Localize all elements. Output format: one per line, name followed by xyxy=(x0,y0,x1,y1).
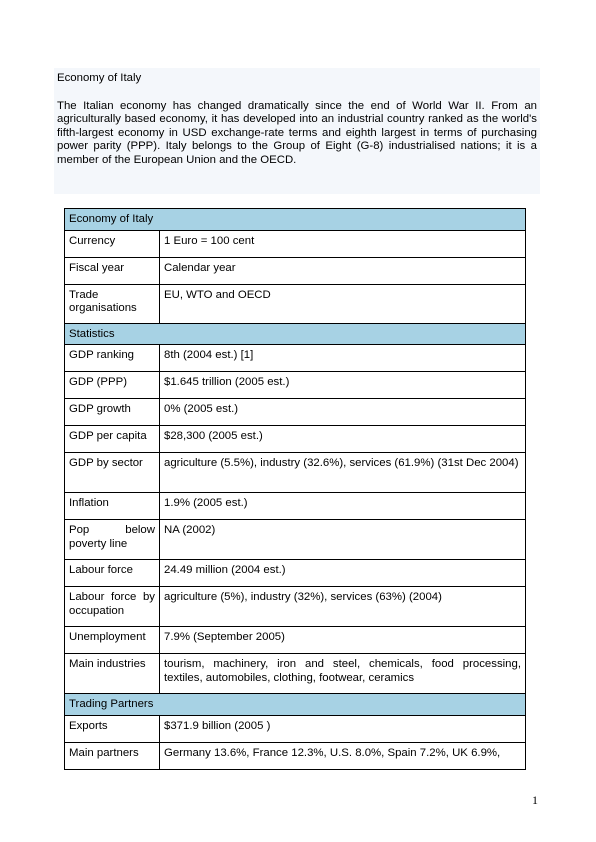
table-row xyxy=(65,372,526,399)
row-value: Calendar year xyxy=(160,257,526,284)
table-row xyxy=(65,587,526,627)
table-row xyxy=(65,627,526,654)
row-label: Fiscal year xyxy=(65,257,160,284)
intro-paragraph: The Italian economy has changed dramatically since the end of World War II. From an agriculturally based economy, it has developed into an industrial country ranked as the world's fifth-largest economy in USD exchange-rate terms and eighth largest in terms of purchasing power parity (PPP). Italy belongs to the Group of Eight (G-8) industrialised nations; it is a member of the European Union and the OECD. xyxy=(57,99,537,166)
row-label: Trade organisations xyxy=(65,284,160,323)
row-label: Inflation xyxy=(65,493,160,520)
table-row xyxy=(65,345,526,372)
row-value: $371.9 billion (2005 ) xyxy=(160,715,526,742)
table-row xyxy=(65,520,526,560)
table-row xyxy=(65,560,526,587)
section-header-trading: Trading Partners xyxy=(65,694,526,716)
row-label: Main partners xyxy=(65,742,160,769)
row-value: 1 Euro = 100 cent xyxy=(160,230,526,257)
row-value: $28,300 (2005 est.) xyxy=(160,426,526,453)
row-value: 24.49 million (2004 est.) xyxy=(160,560,526,587)
row-label: Labour force by occupation xyxy=(65,587,160,627)
row-label: Exports xyxy=(65,715,160,742)
row-value: tourism, machinery, iron and steel, chemicals, food processing, textiles, automobiles, clothing, footwear, ceramics xyxy=(160,654,526,694)
table-row xyxy=(65,399,526,426)
intro-title: Economy of Italy xyxy=(57,72,142,84)
table-row xyxy=(65,257,526,284)
row-label: Pop below poverty line xyxy=(65,520,160,560)
intro-block xyxy=(54,68,540,194)
row-value: agriculture (5.5%), industry (32.6%), services (61.9%) (31st Dec 2004) xyxy=(160,453,526,493)
section-header-row xyxy=(65,694,526,716)
table-row xyxy=(65,230,526,257)
table-row xyxy=(65,493,526,520)
table-row xyxy=(65,654,526,694)
row-value: 0% (2005 est.) xyxy=(160,399,526,426)
row-label: Unemployment xyxy=(65,627,160,654)
table-header: Economy of Italy xyxy=(65,209,526,231)
section-header-row xyxy=(65,323,526,345)
table-row xyxy=(65,284,526,323)
row-value: Germany 13.6%, France 12.3%, U.S. 8.0%, Spain 7.2%, UK 6.9%, xyxy=(160,742,526,769)
economy-table xyxy=(64,208,526,770)
row-value: 7.9% (September 2005) xyxy=(160,627,526,654)
row-value: 8th (2004 est.) [1] xyxy=(160,345,526,372)
row-label: GDP by sector xyxy=(65,453,160,493)
row-value: EU, WTO and OECD xyxy=(160,284,526,323)
table-row xyxy=(65,715,526,742)
row-value: 1.9% (2005 est.) xyxy=(160,493,526,520)
row-value: agriculture (5%), industry (32%), services (63%) (2004) xyxy=(160,587,526,627)
section-header-statistics: Statistics xyxy=(65,323,526,345)
row-label: Main industries xyxy=(65,654,160,694)
table-header-row xyxy=(65,209,526,231)
row-label: GDP growth xyxy=(65,399,160,426)
row-value: NA (2002) xyxy=(160,520,526,560)
table-row xyxy=(65,426,526,453)
row-value: $1.645 trillion (2005 est.) xyxy=(160,372,526,399)
row-label: GDP (PPP) xyxy=(65,372,160,399)
row-label: Labour force xyxy=(65,560,160,587)
row-label: GDP ranking xyxy=(65,345,160,372)
row-label: GDP per capita xyxy=(65,426,160,453)
row-label: Currency xyxy=(65,230,160,257)
page-number: 1 xyxy=(532,793,538,807)
table-row xyxy=(65,453,526,493)
table-row xyxy=(65,742,526,769)
